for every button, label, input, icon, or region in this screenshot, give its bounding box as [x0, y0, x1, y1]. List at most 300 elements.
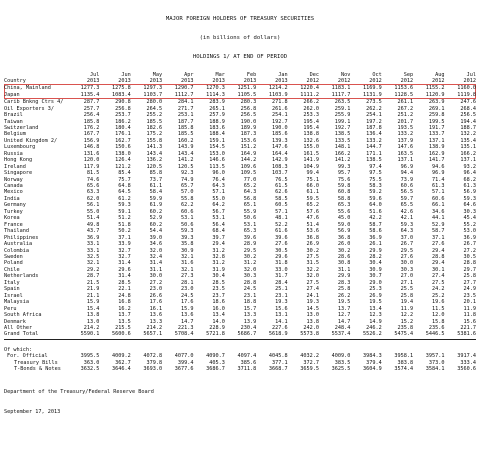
country-name: Switzerland: [4, 124, 39, 131]
value-cell: 55.0: [212, 195, 225, 202]
country-name: India: [4, 195, 20, 202]
value-cell: 59.0: [337, 221, 351, 228]
value-cell: 42.2: [369, 215, 382, 222]
value-cell: 64.8: [118, 183, 131, 190]
value-cell: 1160.0: [445, 85, 477, 92]
value-cell: 235.6: [428, 325, 445, 331]
value-cell: 47.6: [306, 215, 319, 222]
value-cell: 269.1: [428, 105, 445, 112]
table-row: [4, 85, 476, 92]
value-cell: 64.3: [400, 228, 414, 235]
value-cell: 3646.4: [112, 366, 131, 373]
value-cell: 5721.8: [206, 331, 225, 338]
value-cell: 31.4: [118, 260, 131, 267]
value-cell: 26.0: [337, 241, 351, 248]
value-cell: 23.5: [463, 292, 476, 299]
value-cell: 93.2: [463, 163, 476, 170]
value-cell: 199.5: [428, 118, 445, 125]
value-cell: 65.6: [86, 183, 100, 190]
value-cell: 61.1: [149, 183, 163, 190]
value-cell: 1112.7: [162, 92, 193, 99]
value-cell: 32.0: [306, 273, 319, 280]
value-cell: 29.5: [243, 247, 257, 254]
value-cell: 32.4: [149, 254, 163, 261]
country-name: Germany: [4, 202, 26, 209]
value-cell: 51.4: [306, 221, 319, 228]
table-rule: [4, 339, 476, 340]
value-cell: 58.6: [369, 228, 382, 235]
value-cell: 60.6: [400, 183, 414, 190]
value-cell: 85.8: [149, 170, 163, 177]
value-cell: 1153.6: [382, 85, 413, 92]
value-cell: 56.5: [400, 189, 414, 196]
value-cell: 1103.7: [131, 92, 162, 99]
value-cell: 59.3: [463, 195, 476, 202]
value-cell: 55.2: [463, 221, 476, 228]
table-row: [4, 99, 476, 106]
value-cell: 182.6: [146, 124, 163, 131]
value-cell: 12.7: [337, 312, 351, 319]
value-cell: 24.5: [181, 292, 194, 299]
value-cell: 256.8: [115, 105, 131, 112]
value-cell: 12.3: [369, 312, 382, 319]
value-cell: 16.8: [118, 299, 131, 306]
value-cell: 3958.1: [394, 353, 414, 360]
value-cell: 372.7: [303, 359, 319, 366]
value-cell: 55.8: [181, 195, 194, 202]
value-cell: 1128.5: [382, 92, 413, 99]
value-cell: 373.0: [428, 359, 445, 366]
value-cell: 74.6: [86, 176, 100, 183]
value-cell: 166.2: [460, 150, 476, 157]
value-cell: 27.6: [275, 241, 288, 248]
value-cell: 62.0: [86, 195, 100, 202]
value-cell: 137.1: [397, 157, 414, 164]
report-title: [4, 4, 476, 72]
footer-dept: Department of the Treasury/Federal Reserve Board: [4, 389, 154, 396]
value-cell: 30.3: [243, 273, 257, 280]
value-cell: 193.5: [397, 124, 414, 131]
value-cell: 59.3: [118, 202, 131, 209]
value-cell: 13.8: [306, 318, 319, 325]
column-year: 2012: [337, 78, 351, 85]
country-name: Norway: [4, 176, 23, 183]
title-line-1: MAJOR FOREIGN HOLDERS OF TREASURY SECURITIES: [165, 16, 315, 23]
value-cell: 30.2: [243, 254, 257, 261]
value-cell: 27.0: [400, 273, 414, 280]
value-cell: 59.1: [118, 208, 131, 215]
value-cell: 256.4: [83, 112, 100, 119]
value-cell: 56.4: [212, 221, 225, 228]
value-cell: 65.7: [181, 183, 194, 190]
value-cell: 5537.4: [331, 331, 351, 338]
value-cell: 73.9: [400, 176, 414, 183]
value-cell: 30.7: [369, 273, 382, 280]
value-cell: 18.6: [212, 299, 225, 306]
value-cell: 150.6: [115, 144, 131, 151]
value-cell: 4009.0: [331, 353, 351, 360]
value-cell: 20.1: [463, 299, 476, 306]
value-cell: 4077.0: [174, 353, 194, 360]
value-cell: 64.5: [118, 189, 131, 196]
value-cell: 30.4: [369, 260, 382, 267]
value-cell: 32.7: [118, 247, 131, 254]
value-cell: 5590.1: [80, 331, 100, 338]
column-month: Jun: [121, 72, 131, 79]
value-cell: 29.6: [275, 254, 288, 261]
value-cell: 57.1: [212, 189, 225, 196]
value-cell: 25.2: [432, 292, 445, 299]
value-cell: 27.5: [432, 279, 445, 286]
value-cell: 68.4: [212, 228, 225, 235]
value-cell: 363.0: [83, 359, 100, 366]
value-cell: 52.9: [432, 221, 445, 228]
value-cell: 138.9: [428, 144, 445, 151]
value-cell: 104.9: [303, 163, 319, 170]
column-year: 2012: [306, 78, 319, 85]
value-cell: 59.3: [181, 228, 194, 235]
value-cell: 5381.6: [457, 331, 476, 338]
value-cell: 23.0: [181, 286, 194, 293]
value-cell: 54.4: [149, 228, 163, 235]
value-cell: 4097.4: [237, 353, 257, 360]
value-cell: 1131.9: [350, 92, 381, 99]
value-cell: 25.8: [400, 292, 414, 299]
column-month: Feb: [246, 72, 257, 79]
value-cell: 37.0: [400, 234, 414, 241]
country-name: China, Mainland: [4, 85, 68, 92]
value-cell: 5657.1: [143, 331, 163, 338]
value-cell: 262.2: [366, 105, 382, 112]
value-cell: 164.9: [240, 150, 257, 157]
value-cell: 185.5: [177, 131, 194, 138]
value-cell: 259.1: [334, 105, 351, 112]
value-cell: 155.0: [303, 144, 319, 151]
value-cell: 11.9: [400, 305, 414, 312]
value-cell: 96.0: [212, 170, 225, 177]
country-name: Ireland: [4, 163, 26, 170]
value-cell: 39.3: [181, 234, 194, 241]
value-cell: 383.5: [334, 359, 351, 366]
country-name: Malaysia: [4, 299, 29, 306]
value-cell: 255.2: [146, 112, 163, 119]
value-cell: 61.3: [432, 183, 445, 190]
value-cell: 280.3: [240, 99, 257, 106]
value-cell: 138.8: [303, 131, 319, 138]
value-cell: 280.0: [146, 99, 163, 106]
value-cell: 153.6: [240, 137, 257, 144]
value-cell: 59.5: [306, 195, 319, 202]
value-cell: 31.2: [212, 260, 225, 267]
value-cell: 1155.2: [413, 85, 444, 92]
value-cell: 120.5: [177, 163, 194, 170]
value-cell: 185.6: [272, 131, 288, 138]
value-cell: 187.3: [240, 131, 257, 138]
value-cell: 227.6: [272, 325, 288, 331]
value-cell: 23.7: [212, 292, 225, 299]
value-cell: 109.5: [240, 170, 257, 177]
value-cell: 28.7: [86, 273, 100, 280]
value-cell: 73.7: [149, 176, 163, 183]
value-cell: 153.0: [209, 150, 225, 157]
value-cell: 271.8: [272, 99, 288, 106]
value-cell: 14.5: [306, 305, 319, 312]
value-cell: 53.1: [212, 215, 225, 222]
value-cell: 27.2: [463, 247, 476, 254]
value-cell: 26.1: [369, 241, 382, 248]
value-cell: 28.8: [243, 279, 257, 286]
value-cell: 32.0: [149, 247, 163, 254]
value-cell: 19.5: [337, 299, 351, 306]
value-cell: 35.8: [181, 241, 194, 248]
value-cell: 21.9: [86, 286, 100, 293]
value-cell: 39.6: [275, 234, 288, 241]
value-cell: 13.3: [243, 312, 257, 319]
value-cell: 113.5: [209, 163, 225, 170]
value-cell: 27.6: [400, 254, 414, 261]
value-cell: 19.6: [432, 299, 445, 306]
value-cell: 13.7: [337, 305, 351, 312]
value-cell: 199.1: [334, 118, 351, 125]
country-name: Chile: [4, 266, 20, 273]
value-cell: 1083.4: [99, 92, 130, 99]
value-cell: 33.9: [118, 241, 131, 248]
value-cell: 29.2: [86, 266, 100, 273]
value-cell: 1135.4: [68, 92, 99, 99]
column-year: 2013: [243, 78, 257, 85]
value-cell: 65.2: [306, 202, 319, 209]
value-cell: 254.1: [366, 112, 382, 119]
value-cell: 36.9: [86, 234, 100, 241]
country-name: Poland: [4, 260, 23, 267]
column-month: Nov: [341, 72, 351, 79]
value-cell: 139.3: [272, 137, 288, 144]
value-cell: 147.6: [397, 144, 414, 151]
value-cell: 171.1: [366, 150, 382, 157]
value-cell: 28.4: [275, 279, 288, 286]
value-cell: 3604.9: [363, 366, 382, 373]
value-cell: 143.9: [177, 144, 194, 151]
column-month: Dec: [309, 72, 319, 79]
value-cell: 16.1: [149, 305, 163, 312]
value-cell: 16.2: [118, 305, 131, 312]
value-cell: 228.9: [209, 325, 225, 331]
value-cell: 175.2: [146, 131, 163, 138]
value-cell: 30.3: [400, 266, 414, 273]
value-cell: 4090.7: [206, 353, 225, 360]
value-cell: 61.2: [118, 195, 131, 202]
value-cell: 144.7: [366, 144, 382, 151]
holdings-table: [4, 72, 476, 338]
value-cell: 58.4: [149, 189, 163, 196]
value-cell: 27.5: [306, 279, 319, 286]
value-cell: 167.7: [83, 131, 100, 138]
value-cell: 29.6: [118, 266, 131, 273]
value-cell: 271.7: [177, 105, 194, 112]
value-cell: 1119.8: [445, 92, 477, 99]
value-cell: 3995.5: [80, 353, 100, 360]
value-cell: 13.8: [86, 312, 100, 319]
value-cell: 34.6: [149, 241, 163, 248]
value-cell: 31.5: [306, 260, 319, 267]
value-cell: 64.0: [369, 202, 382, 209]
value-cell: 62.6: [275, 189, 288, 196]
value-cell: 3625.5: [331, 366, 351, 373]
country-name: Italy: [4, 279, 20, 286]
value-cell: 214.2: [83, 325, 100, 331]
value-cell: 143.4: [177, 150, 194, 157]
value-cell: 27.1: [400, 279, 414, 286]
value-cell: 261.1: [397, 99, 414, 106]
value-cell: 1214.2: [256, 85, 287, 92]
value-cell: 141.3: [146, 144, 163, 151]
value-cell: 214.2: [146, 325, 163, 331]
value-cell: 221.3: [177, 325, 194, 331]
country-name: Luxembourg: [4, 144, 36, 151]
country-name: For. Official: [7, 353, 48, 360]
value-cell: 221.7: [460, 325, 476, 331]
value-cell: 23.0: [149, 286, 163, 293]
value-cell: 77.0: [243, 176, 257, 183]
value-cell: 30.2: [306, 247, 319, 254]
country-name: Turkey: [4, 208, 23, 215]
value-cell: 75.1: [306, 176, 319, 183]
value-cell: 25.8: [463, 273, 476, 280]
value-cell: 137.9: [397, 137, 414, 144]
value-cell: 1117.7: [319, 92, 350, 99]
value-cell: 29.7: [463, 266, 476, 273]
value-cell: 58.7: [432, 228, 445, 235]
value-cell: 4032.2: [300, 353, 319, 360]
of-which-table: [4, 353, 476, 372]
value-cell: 12.2: [400, 312, 414, 319]
value-cell: 256.5: [460, 112, 476, 119]
value-cell: 59.9: [149, 195, 163, 202]
value-cell: 71.4: [432, 176, 445, 183]
value-cell: 57.0: [181, 189, 194, 196]
value-cell: 58.8: [337, 195, 351, 202]
column-month: Sep: [403, 72, 414, 79]
value-cell: 13.4: [369, 305, 382, 312]
value-cell: 32.1: [181, 266, 194, 273]
value-cell: 1105.5: [225, 92, 256, 99]
value-cell: 1120.9: [413, 92, 444, 99]
value-cell: 187.7: [177, 118, 194, 125]
value-cell: 30.0: [400, 260, 414, 267]
value-cell: 92.3: [181, 170, 194, 177]
value-cell: 97.5: [369, 170, 382, 177]
value-cell: 59.8: [337, 183, 351, 190]
value-cell: 64.3: [212, 183, 225, 190]
value-cell: 176.1: [115, 131, 131, 138]
value-cell: 44.1: [432, 215, 445, 222]
value-cell: 246.2: [366, 325, 382, 331]
value-cell: 251.2: [397, 112, 414, 119]
value-cell: 262.0: [303, 105, 319, 112]
country-header: Country: [4, 78, 26, 85]
value-cell: 31.2: [243, 260, 257, 267]
value-cell: 185.5: [146, 118, 163, 125]
value-cell: 14.7: [181, 318, 194, 325]
value-cell: 30.4: [212, 273, 225, 280]
value-cell: 96.9: [400, 163, 414, 170]
value-cell: 75.6: [337, 176, 351, 183]
country-name: All Other: [4, 325, 33, 331]
value-cell: 15.9: [181, 305, 194, 312]
country-name: Belgium: [4, 131, 26, 138]
value-cell: 195.4: [303, 118, 319, 125]
column-month: Jul: [90, 72, 100, 79]
value-cell: 1290.7: [162, 85, 193, 92]
value-cell: 192.7: [272, 118, 288, 125]
value-cell: 188.9: [209, 118, 225, 125]
value-cell: 138.0: [115, 150, 131, 157]
country-name: Sweden: [4, 254, 23, 261]
value-cell: 3668.7: [268, 366, 288, 373]
value-cell: 29.9: [369, 247, 382, 254]
value-cell: 3711.8: [237, 366, 257, 373]
value-cell: 76.4: [212, 176, 225, 183]
value-cell: 33.1: [86, 241, 100, 248]
value-cell: 61.1: [306, 189, 319, 196]
country-name: T-Bonds & Notes: [14, 366, 61, 373]
value-cell: 61.3: [463, 183, 476, 190]
value-cell: 13.1: [275, 312, 288, 319]
value-cell: 13.6: [149, 312, 163, 319]
value-cell: 25.5: [400, 286, 414, 293]
value-cell: 5446.5: [425, 331, 445, 338]
column-year: 2012: [369, 78, 382, 85]
value-cell: 1275.8: [99, 85, 130, 92]
value-cell: 141.7: [428, 157, 445, 164]
value-cell: 3693.0: [143, 366, 163, 373]
value-cell: 3917.4: [457, 353, 476, 360]
value-cell: 24.5: [243, 286, 257, 293]
value-cell: 253.7: [115, 112, 131, 119]
value-cell: 14.0: [212, 318, 225, 325]
value-cell: 33.1: [86, 247, 100, 254]
value-cell: 176.2: [83, 124, 100, 131]
value-cell: 29.9: [337, 273, 351, 280]
value-cell: 215.5: [115, 325, 131, 331]
value-cell: 188.7: [460, 124, 476, 131]
value-cell: 138.5: [366, 157, 382, 164]
value-cell: 27.3: [181, 273, 194, 280]
value-cell: 12.0: [432, 312, 445, 319]
value-cell: 268.4: [460, 105, 476, 112]
value-cell: 141.2: [334, 157, 351, 164]
value-cell: 42.6: [400, 208, 414, 215]
value-cell: 50.6: [243, 215, 257, 222]
value-cell: 1111.2: [288, 92, 319, 99]
value-cell: 141.9: [303, 157, 319, 164]
value-cell: 5526.2: [363, 331, 382, 338]
value-cell: 108.3: [272, 163, 288, 170]
value-cell: 405.3: [209, 359, 225, 366]
value-cell: 4045.8: [268, 353, 288, 360]
value-cell: 162.7: [115, 137, 131, 144]
column-year: 2013: [118, 78, 131, 85]
value-cell: 26.7: [400, 241, 414, 248]
value-cell: 52.2: [275, 221, 288, 228]
footer-date: September 17, 2013: [4, 408, 61, 415]
country-name: Singapore: [4, 170, 33, 177]
value-cell: 56.8: [243, 195, 257, 202]
value-cell: 19.5: [369, 299, 382, 306]
column-year: 2012: [432, 78, 445, 85]
country-name: Canada: [4, 183, 23, 190]
value-cell: 59.3: [400, 221, 414, 228]
